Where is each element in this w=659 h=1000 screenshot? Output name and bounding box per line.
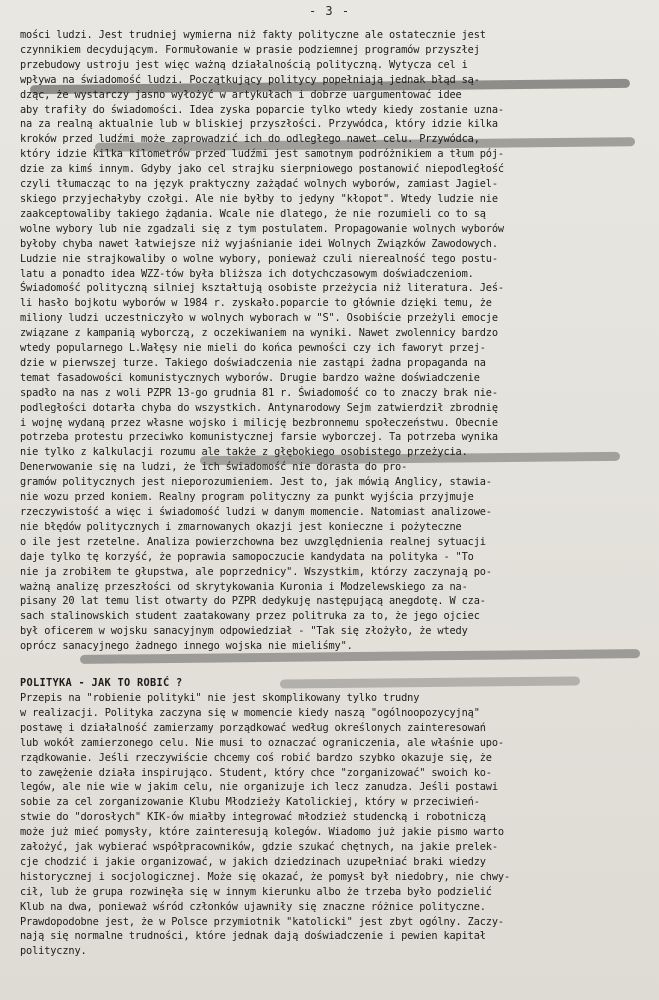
text-line: kroków przed ludźmi może zaprowadzić ich do odległego nawet celu. Przywódca,: [20, 133, 480, 146]
text-line: i wojnę wydaną przez własne wojsko i milicję bezbronnemu społeczeństwu. Obecnie: [20, 416, 498, 429]
text-line: oprócz sanacyjnego żadnego innego wojska nie mieliśmy".: [20, 640, 353, 653]
text-line: daje tylko tę korzyść, że poprawia samopoczucie kandydata na polityka - "To: [20, 550, 474, 563]
text-line: pisany 20 lat temu list otwarty do PZPR dedykuję następującą anegdotę. W cza-: [20, 595, 486, 608]
section-political-awareness: [20, 28, 645, 654]
text-line: skiego przyjechałyby czołgi. Ale nie byłby to jedyny "kłopot". Wtedy ludzie nie: [20, 192, 498, 205]
text-line: miliony ludzi uczestniczyło w wolnych wyborach w "S". Osobiście przeżyli emocje: [20, 312, 498, 325]
text-line: wtedy popularnego L.Wałęsy nie mieli do końca pewności czy ich faworyt przej-: [20, 342, 486, 355]
section-heading: POLITYKA - JAK TO ROBIĆ ?: [20, 677, 183, 690]
text-line: nają się normalne trudności, które jednak dają doświadczenie i pewien kapitał: [20, 930, 486, 943]
text-line: czyli tłumacząc to na język praktyczny zażądać wolnych wyborów, zamiast Jagiel-: [20, 178, 498, 191]
text-line: nie tylko z kalkulacji rozumu ale także z głębokiego osobistego przeżycia.: [20, 446, 468, 459]
page-number: - 3 -: [308, 4, 351, 18]
text-line: nie błędów politycznych i zmarnowanych okazji jest konieczne i pożyteczne: [20, 520, 462, 533]
text-line: cił, lub że grupa rozwinęła się w innym kierunku albo że trzeba było podzielić: [20, 885, 492, 898]
text-line: może już mieć pomysły, które zainteresują kolegów. Wiadomo już jakie pismo warto: [20, 826, 504, 839]
text-line: stwie do "dorosłych" KIK-ów miałby integrować młodzież studencką i robotniczą: [20, 811, 486, 824]
text-line: li hasło bojkotu wyborów w 1984 r. zyskało.poparcie to głównie dzięki temu, że: [20, 297, 492, 310]
text-line: w realizacji. Polityka zaczyna się w momencie kiedy naszą "ogólnoopozycyjną": [20, 706, 480, 719]
text-line: historycznej i socjologicznej. Może się okazać, że pomysł był niedobry, nie chwy-: [20, 870, 510, 883]
text-line: ważną analizę przeszłości od skrytykowania Kuronia i Modzelewskiego za na-: [20, 580, 468, 593]
text-line: założyć, jak wybierać współpracowników, gdzie szukać chętnych, na jakie prelek-: [20, 841, 498, 854]
text-line: czynnikiem decydującym. Formułowanie w prasie podziemnej programów przyszłej: [20, 43, 480, 56]
text-line: lub wokół zamierzonego celu. Nie musi to oznaczać ograniczenia, ale właśnie upo-: [20, 736, 504, 749]
text-line: spadło na nas z woli PZPR 13-go grudnia 81 r. Świadomość co to znaczy brak nie-: [20, 386, 498, 399]
text-line: temat fasadowości komunistycznych wyborów. Drugie bardzo ważne doświadczenie: [20, 371, 480, 384]
text-line: legów, ale nie wie w jakim celu, nie organizuje ich lecz zanudza. Jeśli postawi: [20, 781, 498, 794]
body-text: [20, 28, 645, 959]
text-line: cje chodzić i jakie organizować, w jakich dziedzinach uzupełniać braki wiedzy: [20, 855, 486, 868]
text-line: Przepis na "robienie polityki" nie jest skomplikowany tylko trudny: [20, 691, 420, 704]
text-line: który idzie kilka kilometrów przed ludźmi jest samotnym podróżnikiem a tłum pój-: [20, 148, 504, 161]
text-line: polityczny.: [20, 945, 87, 958]
text-line: nie wozu przed koniem. Realny program polityczny za punkt wyjścia przyjmuje: [20, 491, 474, 504]
text-line: Świadomość polityczną silniej kształtują osobiste przeżycia niż literatura. Jeś-: [20, 282, 504, 295]
text-line: mości ludzi. Jest trudniej wymierna niż fakty polityczne ale ostatecznie jest: [20, 29, 486, 41]
text-line: związane z kampanią wyborczą, z oczekiwaniem na wyniki. Nawet zwolennicy bardzo: [20, 327, 498, 340]
text-line: wpływa na świadomość ludzi. Początkujący politycy popełniają jednak błąd są-: [20, 73, 480, 86]
text-line: był oficerem w wojsku sanacyjnym odpowiedział - "Tak się złożyło, że wtedy: [20, 625, 468, 638]
text-line: postawę i działalność zamierzamy porządkować według określonych zainteresowań: [20, 721, 486, 734]
text-line: podległości dotarła chyba do wszystkich. Antynarodowy Sejm zatwierdził zbrodnię: [20, 401, 498, 414]
text-line: dząc, że wystarczy jasno wyłożyć w artykułach i dobrze uargumentować idee: [20, 88, 462, 101]
text-line: aby trafiły do świadomości. Idea zyska poparcie tylko wtedy kiedy zostanie uzna-: [20, 103, 504, 116]
section-how-to-do-politics: [20, 691, 645, 959]
text-line: Prawdopodobne jest, że w Polsce przymiotnik "katolicki" jest zbyt ogólny. Zaczy-: [20, 915, 504, 928]
text-line: wolne wybory lub nie zgadzali się z tym postulatem. Propagowanie wolnych wyborów: [20, 222, 504, 235]
text-line: latu a ponadto idea WZZ-tów była bliższa ich dotychczasowym doświadczeniom.: [20, 267, 474, 280]
text-line: byłoby chyba nawet łatwiejsze niż wyjaśnianie idei Wolnych Związków Zawodowych.: [20, 237, 498, 250]
text-line: rządkowanie. Jeśli rzeczywiście chcemy coś robić bardzo szybko okazuje się, że: [20, 751, 492, 764]
text-line: dzie w pierwszej turze. Takiego doświadczenia nie zastąpi żadna propaganda na: [20, 356, 486, 369]
text-line: Denerwowanie się na ludzi, że ich świadomość nie dorasta do pro-: [20, 461, 408, 474]
text-line: sach stalinowskich student zaatakowany przez politruka za to, że jego ojciec: [20, 610, 480, 623]
text-line: przebudowy ustroju jest więc ważną działalnością polityczną. Wytycza cel i: [20, 58, 468, 71]
text-line: zaakceptowaliby takiego żądania. Wcale nie dlatego, że nie rozumieli co to są: [20, 207, 486, 220]
text-line: to zawężenie działa inspirująco. Student, który chce "zorganizować" swoich ko-: [20, 766, 492, 779]
text-line: sobie za cel zorganizowanie Klubu Młodzieży Katolickiej, który w przeciwień-: [20, 796, 480, 809]
text-line: Ludzie nie strajkowaliby o wolne wybory, ponieważ czuli nierealność tego postu-: [20, 252, 498, 265]
text-line: na za realną aktualnie lub w bliskiej przyszłości. Przywódca, który idzie kilka: [20, 118, 498, 131]
text-line: nie ja zrobiłem te głupstwa, ale poprzednicy". Wszystkim, którzy zaczynają po-: [20, 565, 492, 578]
text-line: potrzeba protestu przeciwko komunistycznej farsie wyborczej. Ta potrzeba wynika: [20, 431, 498, 444]
text-line: o ile jest rzetelne. Analiza powierzchowna bez uwzględnienia realnej sytuacji: [20, 535, 486, 548]
text-line: Klub na dwa, ponieważ wśród członków ujawniły się znaczne różnice polityczne.: [20, 900, 486, 913]
text-line: rzeczywistość a więc i świadomość ludzi w danym momencie. Natomiast analizowe-: [20, 506, 492, 518]
text-line: gramów politycznych jest nieporozumieniem. Jest to, jak mówią Anglicy, stawia-: [20, 476, 492, 489]
text-line: dzie za kimś innym. Gdyby jako cel strajku sierpniowego postanowić niepodległość: [20, 163, 504, 176]
